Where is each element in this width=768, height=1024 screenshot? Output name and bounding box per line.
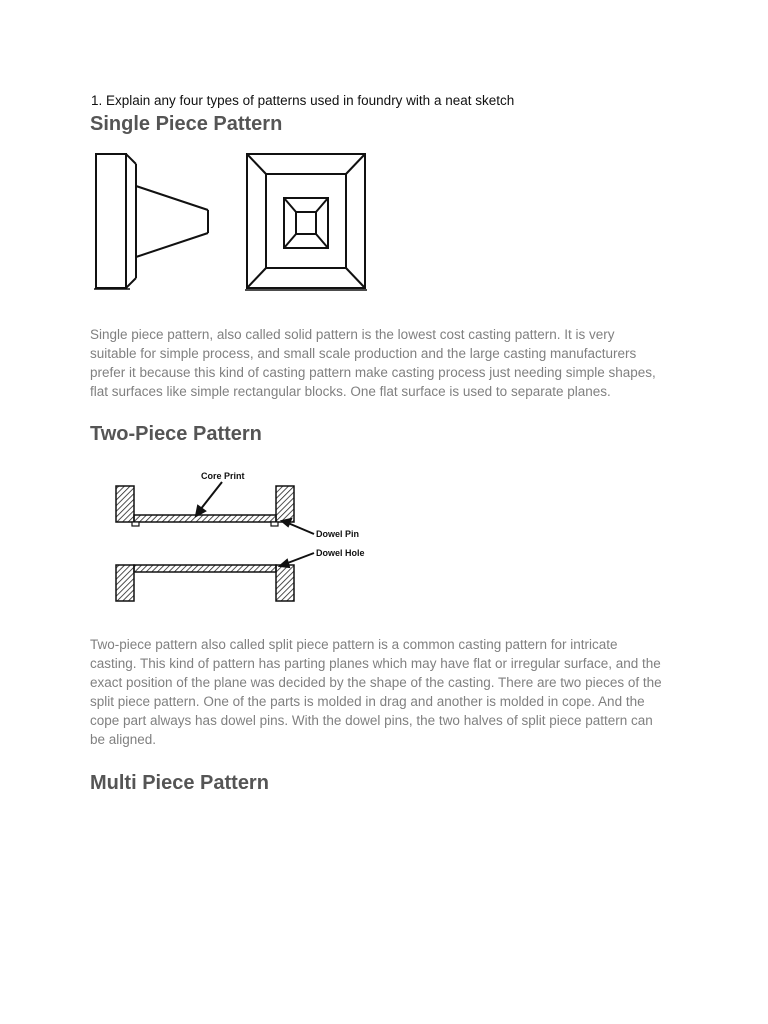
single-piece-pattern-paragraph <box>90 325 690 401</box>
heading-two-piece-pattern: Two-Piece Pattern <box>90 423 262 445</box>
heading-multi-piece-pattern: Multi Piece Pattern <box>90 772 269 794</box>
paragraph-line: flat surfaces like simple rectangular blocks. One flat surface is used to separate planes. <box>90 384 611 399</box>
paragraph-line: split piece pattern. One of the parts is molded in drag and another is molded in cope. And the <box>90 694 645 709</box>
label-dowel-pin: Dowel Pin <box>316 529 360 539</box>
top-view-drawing <box>245 154 367 290</box>
paragraph-line: Two-piece pattern also called split piece pattern is a common casting pattern for intricate <box>90 637 618 652</box>
paragraph-line: suitable for simple process, and small scale production and the large casting manufacturers <box>90 346 637 361</box>
question-text: 1. Explain any four types of patterns used in foundry with a neat sketch <box>91 93 515 108</box>
drag-half-drawing <box>116 565 294 601</box>
paragraph-line: Single piece pattern, also called solid pattern is the lowest cost casting pattern. It is very <box>90 327 615 342</box>
paragraph-line: cope part always has dowel pins. With the dowel pins, the two halves of split piece pattern can <box>90 713 653 728</box>
paragraph-line: exact position of the plane was decided by the shape of the casting. There are two pieces of the <box>90 675 662 690</box>
cope-half-drawing <box>116 486 294 526</box>
paragraph-line: prefer it because this kind of casting pattern make casting process just needing simple shapes, <box>90 365 656 380</box>
two-piece-pattern-figure <box>110 466 385 606</box>
label-dowel-hole: Dowel Hole <box>316 548 365 558</box>
heading-single-piece-pattern: Single Piece Pattern <box>90 113 283 135</box>
paragraph-line: be aligned. <box>90 732 157 747</box>
two-piece-pattern-paragraph <box>90 635 690 749</box>
label-core-print: Core Print <box>201 471 245 481</box>
single-piece-pattern-figure <box>90 148 375 296</box>
side-view-drawing <box>94 154 208 289</box>
paragraph-line: casting. This kind of pattern has parting planes which may have flat or irregular surface, and the <box>90 656 661 671</box>
